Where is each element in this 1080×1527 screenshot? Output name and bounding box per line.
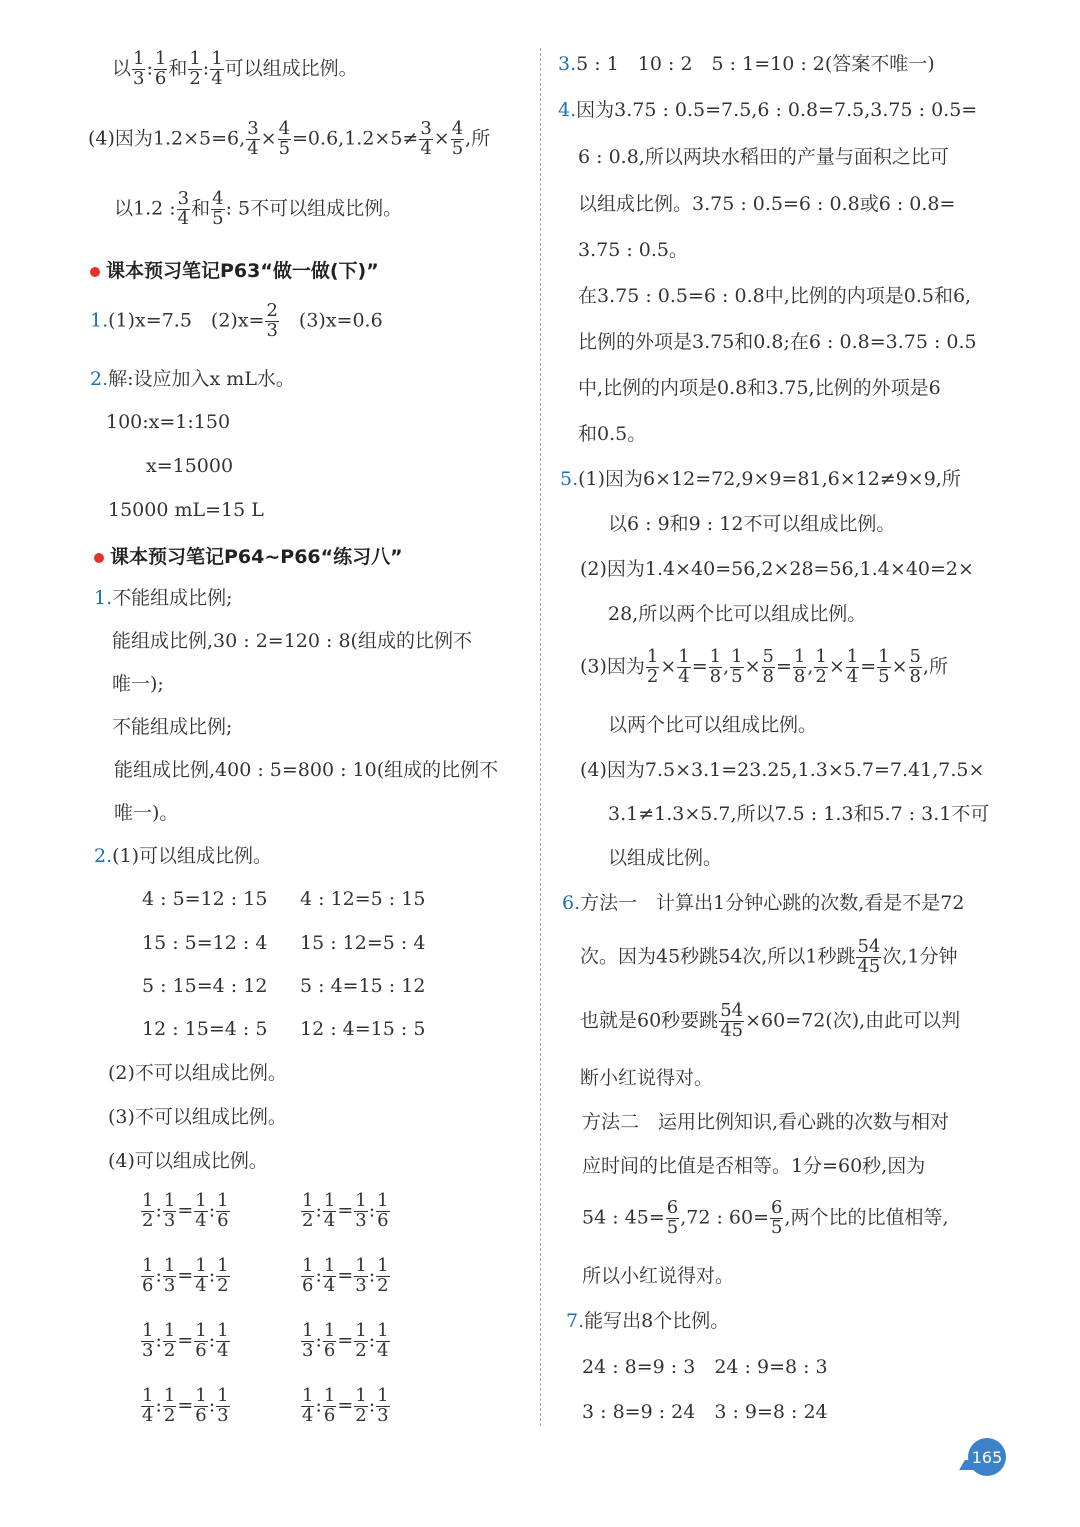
fraction-proportion: $\frac{1}{6}$ : $\frac{1}{3}$ = $\frac{1}{4}$ : $\frac{1}{2}$ [142,1255,229,1296]
fraction: $\frac{1}{6}$ [323,1320,336,1361]
section-heading-p63: 课本预习笔记P63“做一做(下)” [90,256,379,283]
r4-line-1: 4.因为3.75 : 0.5=7.5,6 : 0.8=7.5,3.75 : 0.5= [558,99,978,121]
fraction: $\frac{1}{2}$ [355,1320,367,1361]
r5-2-line-2: 28,所以两个比可以组成比例。 [608,603,867,625]
ex2-row: 5 : 15=4 : 12 [142,975,268,997]
r5-3-line-2: 以两个比可以组成比例。 [608,714,818,736]
r5-1-line-1: 5.(1)因为6×12=72,9×9=81,6×12≠9×9,所 [560,468,961,490]
fraction: $\frac{1}{2}$ [355,1385,367,1426]
ex2-row: 4 : 5=12 : 15 [142,888,268,910]
ex1-line-5: 能组成比例,400 : 5=800 : 10(组成的比例不 [114,759,499,781]
fraction-proportion: $\frac{1}{4}$ : $\frac{1}{2}$ = $\frac{1}{6}$ : $\frac{1}{3}$ [142,1385,229,1426]
ex2-part-2: (2)不可以组成比例。 [108,1062,287,1084]
q2-line-2: 100:x=1:150 [106,411,231,433]
r6-line-5: 方法二 运用比例知识,看心跳的次数与相对 [582,1111,950,1133]
text: 以 [112,57,132,80]
ex2-part-4: (4)可以组成比例。 [108,1150,268,1172]
ex1-line-4: 不能组成比例; [112,716,233,738]
fraction: $\frac{1}{4}$ [377,1320,389,1361]
r4-line-6: 比例的外项是3.75和0.8;在6 : 0.8=3.75 : 0.5 [578,331,977,353]
ex2-row: 15 : 12=5 : 4 [300,932,426,954]
fraction: $\frac{1}{4}$ [195,1190,207,1231]
ex1-line-6: 唯一)。 [114,802,179,824]
ex1-line-2: 能组成比例,30 : 2=120 : 8(组成的比例不 [112,630,472,652]
fraction: $\frac{3}{4}$ [420,118,432,159]
r6-line-7: 54 : 45= $\frac{6}{5}$ ,72 : 60= $\frac{6}{5}$ ,两个比的比值相等, [582,1197,949,1238]
page-number-badge: 165 [968,1438,1006,1476]
r5-2-line-1: (2)因为1.4×40=56,2×28=56,1.4×40=2× [580,558,974,580]
fraction: $\frac{1}{3}$ [217,1385,229,1426]
ex2-row: 5 : 4=15 : 12 [300,975,426,997]
fraction: $\frac{1}{6}$ [377,1190,389,1231]
r5-4-line-1: (4)因为7.5×3.1=23.25,1.3×5.7=7.41,7.5× [580,759,985,781]
fraction: $\frac{2}{3}$ [266,300,278,341]
fraction: $\frac{4}{5}$ [451,118,464,159]
q1-answer: 1.(1)x=7.5 (2)x= $\frac{2}{3}$ (3)x=0.6 [90,300,383,341]
r4-line-7: 中,比例的内项是0.8和3.75,比例的外项是6 [578,377,941,399]
fraction: $\frac{1}{6}$ [323,1385,336,1426]
fraction: $\frac{4}{5}$ [278,118,291,159]
fraction: $\frac{1}{3}$ [133,48,145,89]
fraction: $\frac{1}{2}$ [163,1385,176,1426]
r5-4-line-2: 3.1≠1.3×5.7,所以7.5 : 1.3和5.7 : 3.1不可 [608,803,990,825]
fraction: $\frac{1}{2}$ [302,1190,314,1231]
fraction: $\frac{1}{6}$ [195,1385,207,1426]
ex1-line-1: 1.不能组成比例; [94,587,233,609]
r4-line-5: 在3.75 : 0.5=6 : 0.8中,比例的内项是0.5和6, [578,285,972,307]
ex2-part-3: (3)不可以组成比例。 [108,1106,287,1128]
fraction: $\frac{3}{4}$ [247,118,259,159]
r7-line-3: 3 : 8=9 : 24 3 : 9=8 : 24 [582,1401,828,1423]
fraction: $\frac{1}{6}$ [154,48,167,89]
ex2-row: 12 : 4=15 : 5 [300,1018,426,1040]
r6-line-6: 应时间的比值是否相等。1分=60秒,因为 [582,1155,926,1177]
r6-line-1: 6.方法一 计算出1分钟心跳的次数,看是不是72 [562,892,965,914]
fraction: $\frac{1}{2}$ [217,1255,229,1296]
fraction: $\frac{1}{4}$ [302,1385,314,1426]
r6-line-8: 所以小红说得对。 [582,1265,735,1287]
fraction: $\frac{4}{5}$ [212,188,224,229]
fraction-proportion: $\frac{1}{6}$ : $\frac{1}{4}$ = $\frac{1}{3}$ : $\frac{1}{2}$ [302,1255,389,1296]
fraction-proportion: $\frac{1}{4}$ : $\frac{1}{6}$ = $\frac{1}{2}$ : $\frac{1}{3}$ [302,1385,389,1426]
section-heading-p64: 课本预习笔记P64~P66“练习八” [94,542,403,569]
r6-line-2: 次。因为45秒跳54次,所以1秒跳 $\frac{54}{45}$ 次,1分钟 [580,936,958,977]
fraction: $\frac{1}{4}$ [195,1255,207,1296]
bullet-dot-icon [94,553,104,563]
fraction: $\frac{1}{4}$ [217,1320,229,1361]
fraction-proportion: $\frac{1}{3}$ : $\frac{1}{2}$ = $\frac{1}{6}$ : $\frac{1}{4}$ [142,1320,229,1361]
r6-line-3: 也就是60秒要跳 $\frac{54}{45}$ ×60=72(次),由此可以判 [580,1000,961,1041]
fraction: $\frac{1}{2}$ [163,1320,176,1361]
r7-line-2: 24 : 8=9 : 3 24 : 9=8 : 3 [582,1356,828,1378]
ex1-line-3: 唯一); [112,673,164,695]
fraction: $\frac{1}{4}$ [323,1255,336,1296]
column-divider [540,48,541,1426]
fraction-proportion: $\frac{1}{3}$ : $\frac{1}{6}$ = $\frac{1}{2}$ : $\frac{1}{4}$ [302,1320,389,1361]
fraction-proportion: $\frac{1}{2}$ : $\frac{1}{4}$ = $\frac{1}{3}$ : $\frac{1}{6}$ [302,1190,389,1231]
r5-1-line-2: 以6 : 9和9 : 12不可以组成比例。 [608,513,896,535]
bullet-dot-icon [90,267,100,277]
q2-line-3: x=15000 [146,455,234,477]
q2-answer: 2.解:设应加入x mL水。 [90,368,295,390]
r3-answer: 3.5 : 1 10 : 2 5 : 1=10 : 2(答案不唯一) [558,53,935,75]
fraction: $\frac{1}{2}$ [189,48,201,89]
fraction-proportion: $\frac{1}{2}$ : $\frac{1}{3}$ = $\frac{1}{4}$ : $\frac{1}{6}$ [142,1190,229,1231]
fraction: $\frac{1}{4}$ [211,48,223,89]
r6-line-4: 断小红说得对。 [580,1067,714,1089]
fraction: $\frac{1}{4}$ [142,1385,154,1426]
r4-line-3: 以组成比例。3.75 : 0.5=6 : 0.8或6 : 0.8= [578,193,956,215]
ex2-row: 4 : 12=5 : 15 [300,888,426,910]
r4-line-4: 3.75 : 0.5。 [578,239,689,261]
r5-4-line-3: 以组成比例。 [608,847,723,869]
fraction: $\frac{1}{6}$ [302,1255,314,1296]
fraction: $\frac{1}{3}$ [302,1320,314,1361]
r4-line-8: 和0.5。 [578,423,647,445]
q2-line-4: 15000 mL=15 L [108,499,264,521]
fraction: $\frac{1}{3}$ [355,1190,367,1231]
r5-3-line-1: (3)因为 $\frac{1}{2}$ × $\frac{1}{4}$ = $\frac{1}{8}$ , $\frac{1}{5}$ × $\frac{5}{8}$ = $\frac{1}{8}$ , $\frac{1}{2}$ × $\frac{1}{4}$ = $\frac{1}{5}$ × $\frac{5}{8}$ ,所 [580,646,949,687]
r7-line-1: 7.能写出8个比例。 [566,1310,730,1332]
fraction: $\frac{1}{3}$ [163,1190,176,1231]
fraction: $\frac{1}{6}$ [142,1255,154,1296]
ex2-title: 2.(1)可以组成比例。 [94,845,273,867]
fraction: $\frac{1}{4}$ [323,1190,336,1231]
fraction: $\frac{1}{3}$ [163,1255,176,1296]
r4-line-2: 6 : 0.8,所以两块水稻田的产量与面积之比可 [578,146,949,168]
prop-line-2: (4)因为1.2×5=6, $\frac{3}{4}$ × $\frac{4}{5}$ =0.6,1.2×5≠ $\frac{3}{4}$ × $\frac{4}{5}$ ,所 [88,118,491,159]
ex2-row: 12 : 15=4 : 5 [142,1018,268,1040]
prop-line-1: 以 $\frac{1}{3}$ : $\frac{1}{6}$ 和 $\frac{1}{2}$ : $\frac{1}{4}$ 可以组成比例。 [112,48,358,89]
fraction: $\frac{1}{6}$ [217,1190,229,1231]
prop-line-3: 以1.2 : $\frac{3}{4}$ 和 $\frac{4}{5}$ : 5不可以组成比例。 [114,188,403,229]
fraction: $\frac{1}{2}$ [142,1190,154,1231]
ex2-row: 15 : 5=12 : 4 [142,932,268,954]
fraction: $\frac{1}{3}$ [377,1385,389,1426]
fraction: $\frac{1}{3}$ [142,1320,154,1361]
fraction: $\frac{1}{3}$ [355,1255,367,1296]
fraction: $\frac{1}{6}$ [195,1320,207,1361]
fraction: $\frac{3}{4}$ [177,188,190,229]
fraction: $\frac{1}{2}$ [377,1255,389,1296]
